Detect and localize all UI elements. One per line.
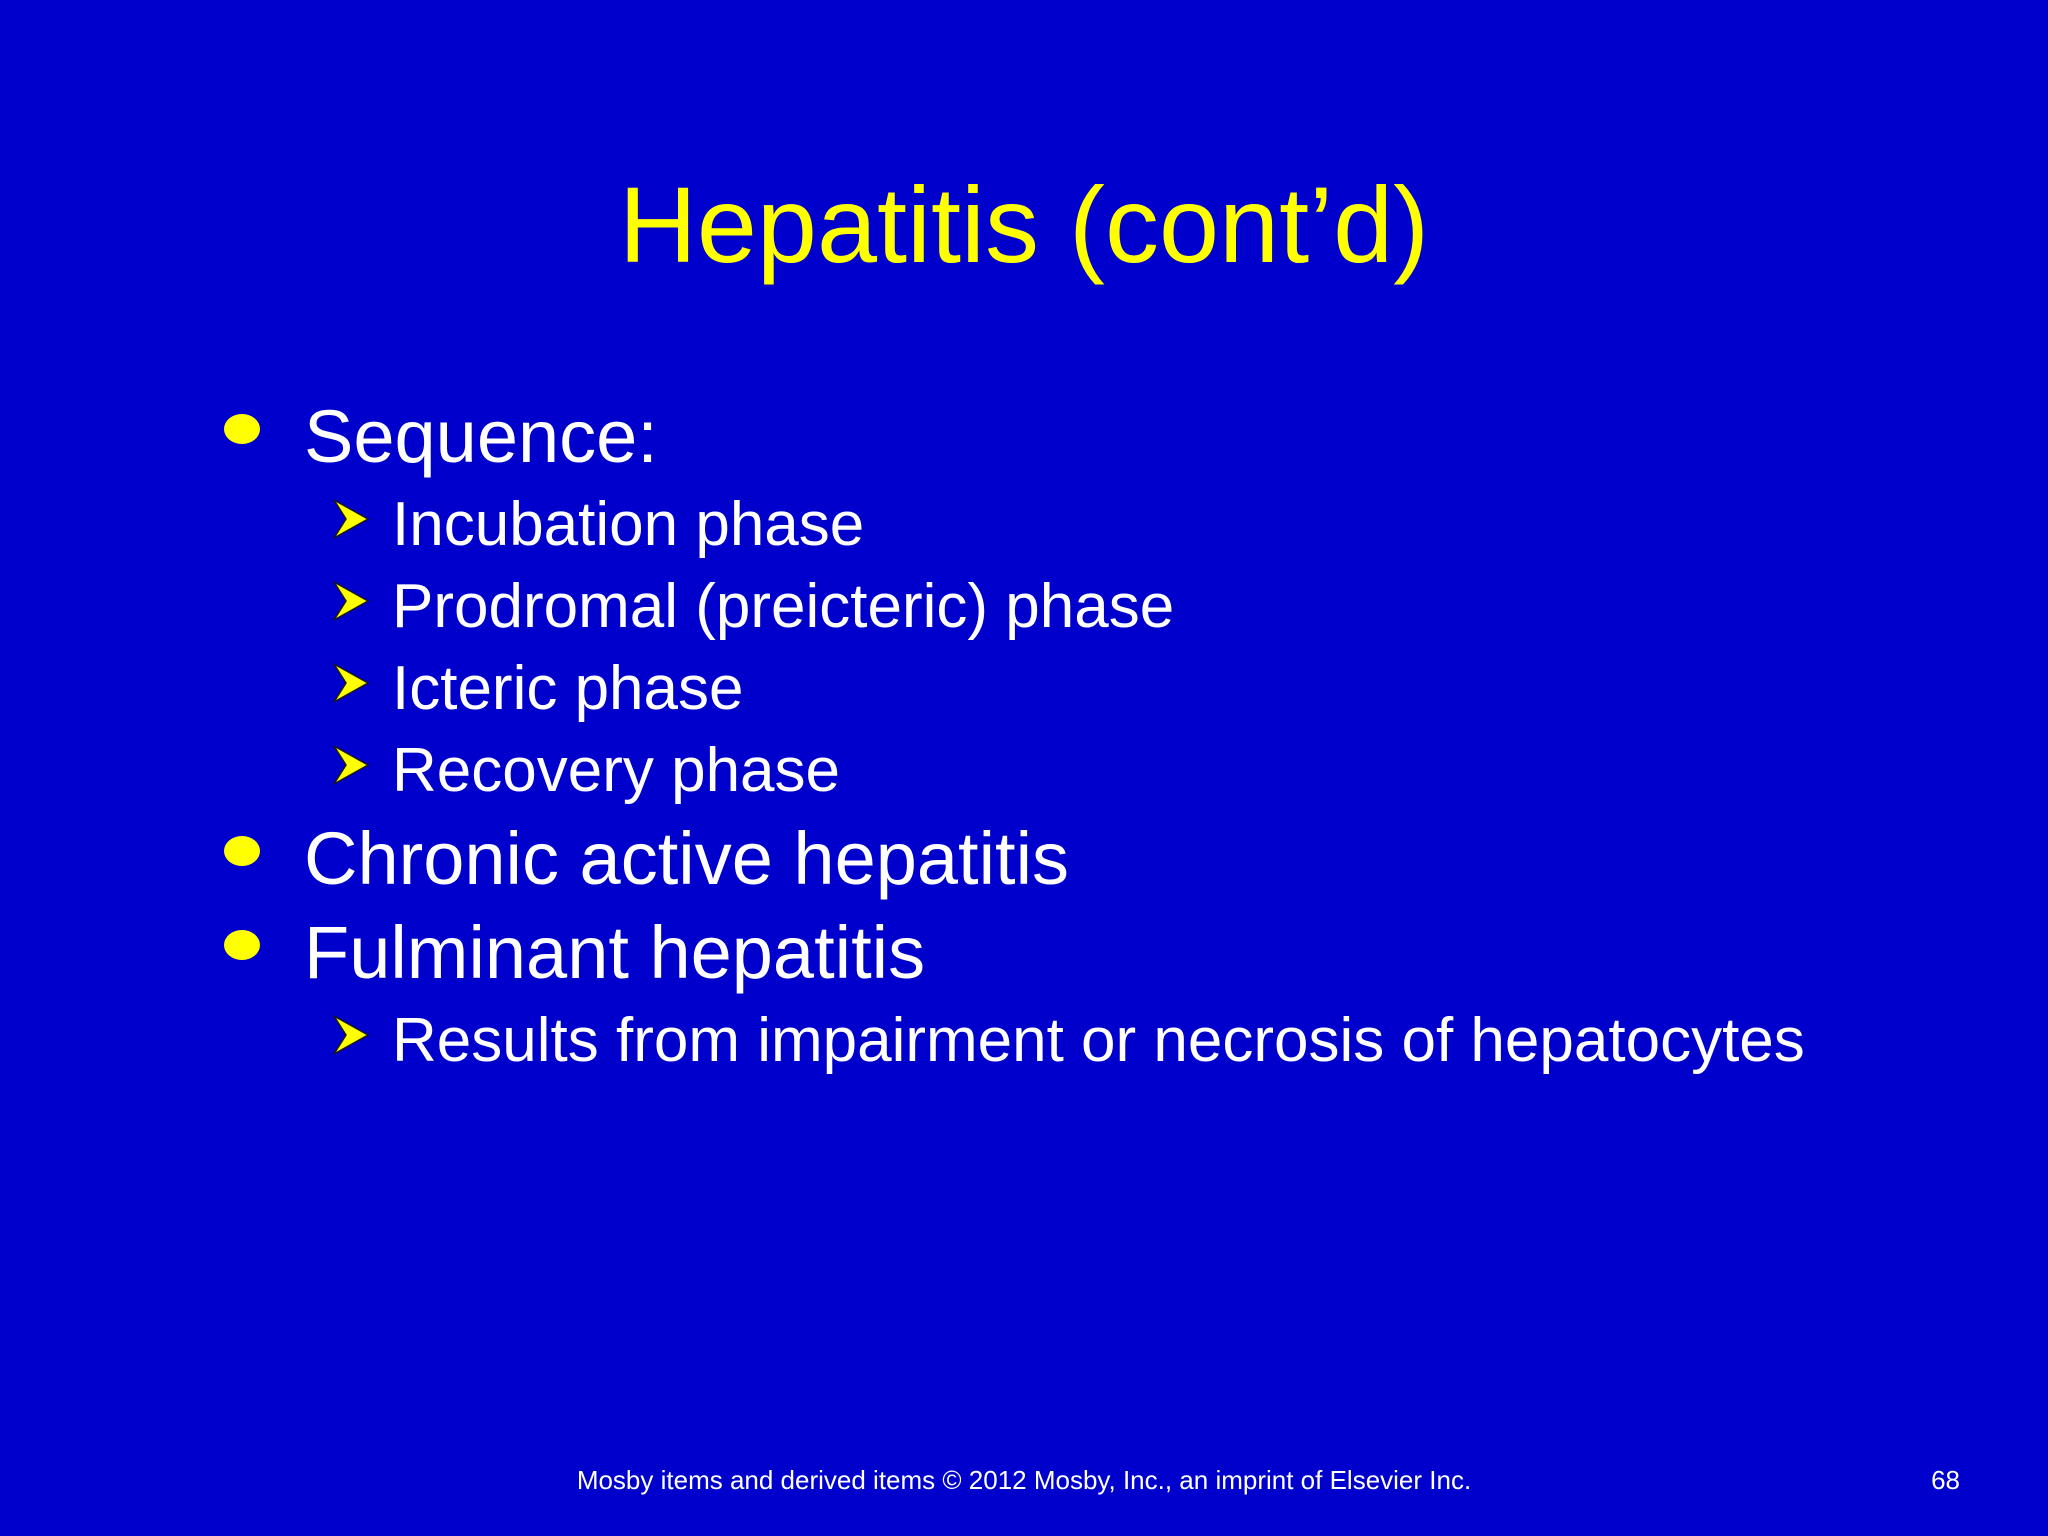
bullet-text: Fulminant hepatitis (304, 911, 926, 994)
sub-bullet-text: Results from impairment or necrosis of hepatocytes (392, 1006, 1805, 1075)
bullet-text: Chronic active hepatitis (304, 817, 1070, 900)
bullet-item-chronic-active-hepatitis (220, 812, 1920, 906)
bullet-item-sequence (220, 390, 1920, 484)
yellow-dot-bullet-icon (224, 930, 260, 960)
sub-bullet-text: Recovery phase (392, 736, 841, 805)
yellow-dot-bullet-icon (224, 414, 260, 444)
arrowhead-bullet-icon (332, 580, 370, 622)
sub-bullet-item (220, 730, 1920, 812)
sub-bullet-item (220, 566, 1920, 648)
slide-body (220, 390, 1920, 1082)
slide-title: Hepatitis (cont’d) (618, 164, 1430, 285)
bullet-item-fulminant-hepatitis (220, 906, 1920, 1000)
sub-bullet-item (220, 1000, 1812, 1082)
sub-bullet-item (220, 648, 1920, 730)
sub-bullet-text: Prodromal (preicteric) phase (392, 572, 1175, 641)
arrowhead-bullet-icon (332, 1014, 370, 1056)
arrowhead-bullet-icon (332, 662, 370, 704)
sub-bullet-text: Icteric phase (392, 654, 744, 723)
sub-bullet-item (220, 484, 1920, 566)
yellow-dot-bullet-icon (224, 836, 260, 866)
copyright-footer: Mosby items and derived items © 2012 Mosby, Inc., an imprint of Elsevier Inc. (576, 1465, 1472, 1495)
arrowhead-bullet-icon (332, 744, 370, 786)
page-number: 68 (1931, 1465, 1960, 1495)
sub-bullet-text: Incubation phase (392, 490, 865, 559)
bullet-text: Sequence: (304, 395, 658, 478)
arrowhead-bullet-icon (332, 498, 370, 540)
